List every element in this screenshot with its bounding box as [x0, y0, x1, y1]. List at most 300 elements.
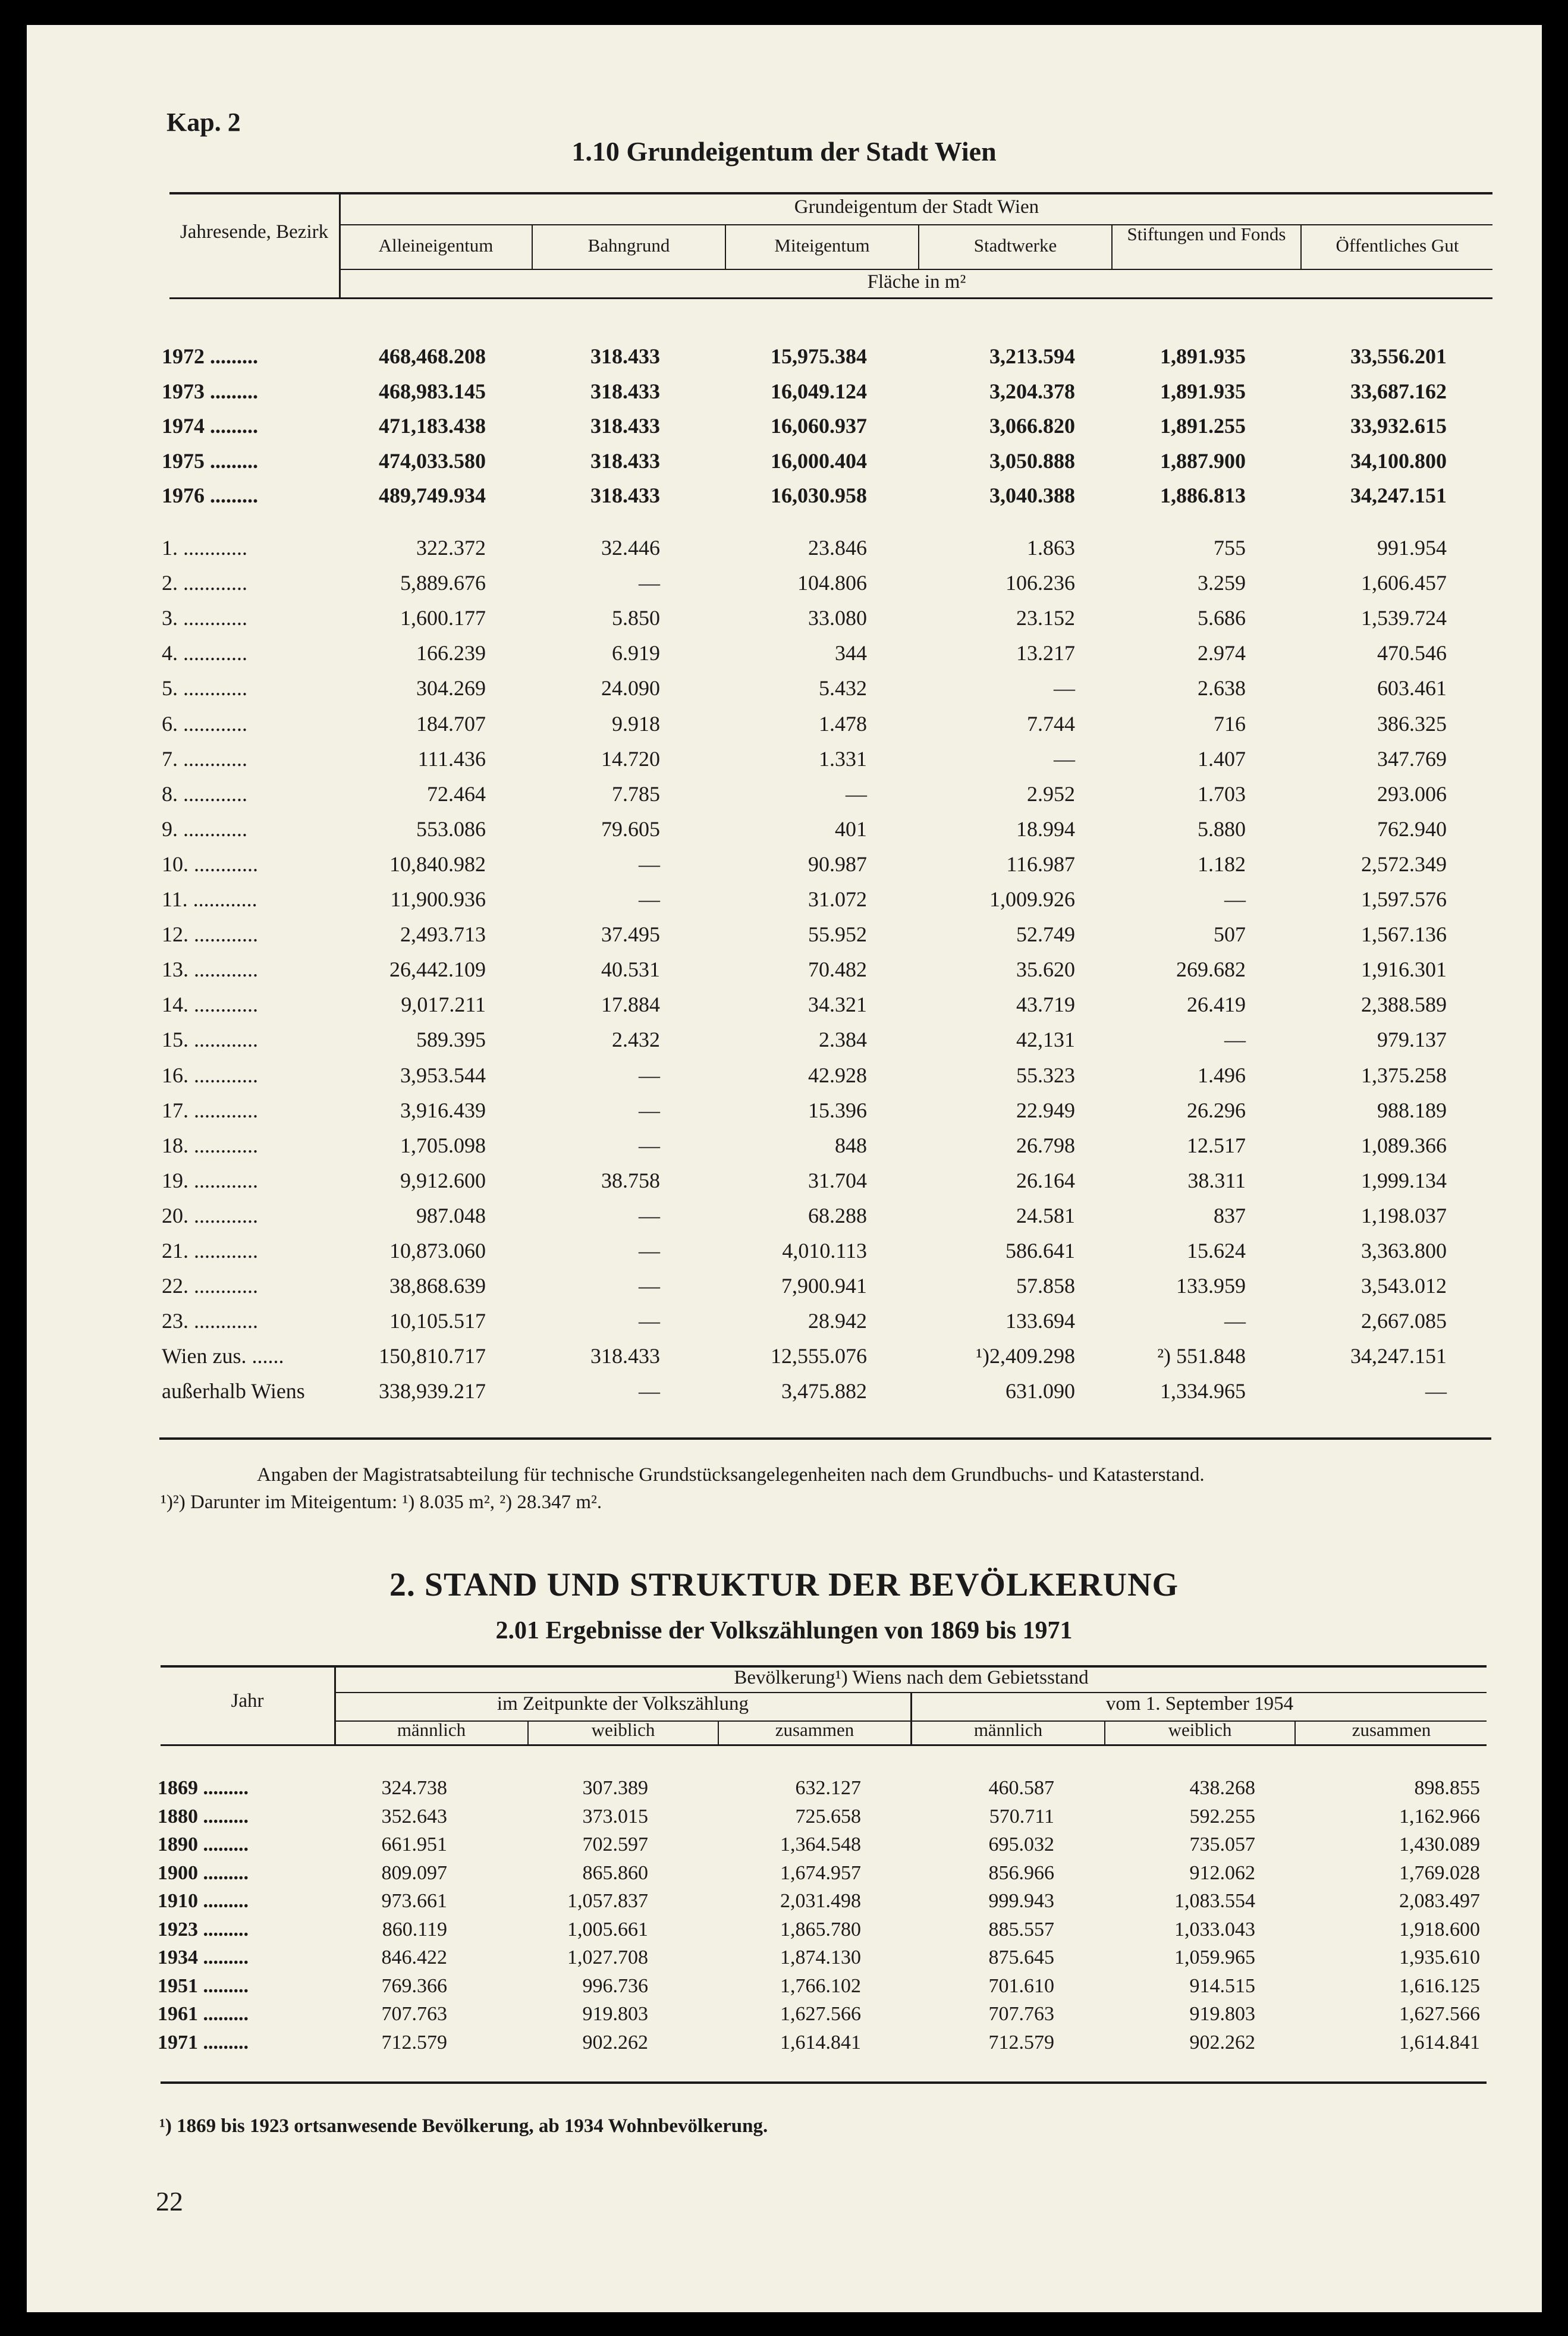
table2-row [0, 1919, 1568, 1948]
table1-column-divider [918, 224, 919, 270]
table1-cell: 338,939.217 [379, 1379, 486, 1404]
table2-cell: 438.268 [1189, 1777, 1255, 1799]
table1-header-bottom-rule [169, 297, 1492, 299]
table1-row-label: 15. ............ [162, 1028, 258, 1052]
table2-cell: 1,918.600 [1399, 1918, 1480, 1941]
table1-cell: 26.164 [1016, 1168, 1075, 1192]
table2-cell: 856.966 [988, 1861, 1054, 1884]
table1-cell: 13.217 [1016, 641, 1075, 665]
table1-row [0, 887, 1568, 916]
table1-row [0, 1133, 1568, 1163]
table1-cell: 318.433 [590, 414, 660, 438]
table2-row [0, 2003, 1568, 2033]
table1-cell: 15.624 [1187, 1239, 1246, 1263]
table2-row-label: 1923 ......... [158, 1918, 249, 1941]
table1-bottom-rule [159, 1437, 1491, 1440]
table1-cell: 979.137 [1377, 1028, 1447, 1052]
table1-cell: — [1054, 746, 1075, 771]
table1-cell: 716 [1214, 711, 1246, 736]
table1-row-label: 17. ............ [162, 1098, 258, 1122]
table1-row [0, 1379, 1568, 1408]
table1-row [0, 1343, 1568, 1373]
table1-cell: 5.432 [819, 676, 867, 701]
table1-row-label: 8. ............ [162, 781, 247, 806]
table1-cell: 12,555.076 [771, 1344, 867, 1368]
table1-cell: 848 [835, 1133, 867, 1157]
table2-cell: 2,083.497 [1399, 1890, 1480, 1912]
table2-cell: 1,059.965 [1174, 1946, 1255, 1968]
table2-column-divider [1294, 1720, 1296, 1745]
table2-row [0, 2032, 1568, 2061]
table2-cell: 1,057.837 [567, 1890, 648, 1912]
table1-row [0, 448, 1568, 478]
table1-cell: 2.974 [1198, 641, 1246, 665]
table1-cell: 489,749.934 [379, 483, 486, 507]
table2-subgroup1: im Zeitpunkte der Volkszählung [497, 1693, 749, 1715]
table2-column-header: zusammen [775, 1719, 854, 1740]
table1-cell: ¹)2,409.298 [976, 1344, 1075, 1368]
table1-cell: 104.806 [797, 571, 867, 595]
table1-column-header: Alleineigentum [378, 235, 494, 256]
table1-row [0, 1168, 1568, 1198]
table1-cell: — [846, 781, 867, 806]
table1-cell: — [639, 1203, 660, 1227]
table2-row-label: 1910 ......... [158, 1890, 249, 1912]
table1-cell: — [639, 1098, 660, 1122]
table1-cell: 1,198.037 [1361, 1203, 1447, 1227]
table1-row-label: 9. ............ [162, 817, 247, 841]
table2-cell: 1,614.841 [780, 2031, 861, 2054]
table1-cell: — [639, 1133, 660, 1157]
table2-cell: 307.389 [582, 1777, 648, 1799]
table1-title: 1.10 Grundeigentum der Stadt Wien [571, 136, 997, 167]
table1-cell: — [639, 887, 660, 911]
table1-cell: 1,539.724 [1361, 606, 1447, 630]
table1-row [0, 676, 1568, 705]
table2-footnote: ¹) 1869 bis 1923 ortsanwesende Bevölkerung, ab 1934 Wohnbevölkerung. [159, 2115, 768, 2137]
table1-cell: 68.288 [808, 1203, 867, 1227]
table1-cell: 631.090 [1005, 1379, 1075, 1404]
table1-row [0, 1098, 1568, 1128]
table2-cell: 973.661 [381, 1890, 447, 1912]
table1-cell: 3,066.820 [989, 414, 1075, 438]
table1-row-label: Wien zus. ...... [162, 1344, 284, 1368]
table1-row [0, 413, 1568, 443]
table1-column-header: Miteigentum [774, 235, 870, 256]
table2-column-header: männlich [973, 1719, 1043, 1740]
table2-cell: 1,766.102 [780, 1974, 861, 1997]
table2-row-label: 1934 ......... [158, 1946, 249, 1968]
table1-cell: 507 [1214, 922, 1246, 947]
table1-cell: 33,556.201 [1350, 344, 1447, 368]
table2-cell: 875.645 [988, 1946, 1054, 1968]
table2-cell: 373.015 [582, 1805, 648, 1828]
table1-cell: 386.325 [1377, 711, 1447, 736]
table2-row-header: Jahr [231, 1690, 264, 1712]
table1-cell: 269.682 [1176, 957, 1246, 982]
table1-row-label: 16. ............ [162, 1063, 258, 1087]
table1-cell: 133.959 [1176, 1274, 1246, 1298]
table1-column-divider [1300, 224, 1302, 270]
table1-cell: 1.496 [1198, 1063, 1246, 1087]
table1-row-label: 6. ............ [162, 711, 247, 736]
table1-row-label: 12. ............ [162, 922, 258, 947]
table2-cell: 702.597 [582, 1833, 648, 1855]
table2-cell: 999.943 [988, 1890, 1054, 1912]
table1-column-divider [1111, 224, 1113, 270]
table1-cell: 16,030.958 [771, 483, 867, 507]
table1-cell: 15,975.384 [771, 344, 867, 368]
table1-cell: 1.478 [819, 711, 867, 736]
table1-cell: 318.433 [590, 1344, 660, 1368]
table2-cell: 707.763 [381, 2003, 447, 2025]
table1-cell: 3.259 [1198, 571, 1246, 595]
table1-row [0, 1027, 1568, 1057]
table1-cell: — [639, 1309, 660, 1333]
table1-col-rule [341, 269, 1492, 270]
table1-row [0, 605, 1568, 635]
table1-row [0, 957, 1568, 987]
table1-cell: 1.331 [819, 746, 867, 771]
table1-cell: 5.850 [612, 606, 660, 630]
table2-cell: 809.097 [381, 1861, 447, 1884]
table2-cell: 1,364.548 [780, 1833, 861, 1855]
table2-row [0, 1777, 1568, 1807]
table1-row-label: 20. ............ [162, 1203, 258, 1227]
table1-cell: 1,891.935 [1160, 379, 1246, 403]
table1-cell: 6.919 [612, 641, 660, 665]
table2-cell: 1,627.566 [780, 2003, 861, 2025]
table1-cell: 18.994 [1016, 817, 1075, 841]
table1-cell: 304.269 [416, 676, 486, 701]
table2-cell: 592.255 [1189, 1805, 1255, 1828]
table1-cell: 2,493.713 [400, 922, 486, 947]
table1-cell: ²) 551.848 [1157, 1344, 1246, 1368]
table1-cell: 987.048 [416, 1203, 486, 1227]
table1-cell: 24.090 [601, 676, 660, 701]
table2-cell: 712.579 [381, 2031, 447, 2054]
table1-row [0, 1308, 1568, 1338]
table1-cell: 1,891.255 [1160, 414, 1246, 438]
table1-cell: 42,131 [1016, 1028, 1075, 1052]
table1-row [0, 1238, 1568, 1268]
table1-cell: 474,033.580 [379, 448, 486, 473]
table1-row-label: 13. ............ [162, 957, 258, 982]
table1-cell: 2.384 [819, 1028, 867, 1052]
table1-row [0, 922, 1568, 952]
table2-cell: 701.610 [988, 1974, 1054, 1997]
table1-cell: 3,363.800 [1361, 1239, 1447, 1263]
table1-cell: 1,891.935 [1160, 344, 1246, 368]
table1-cell: — [1224, 1028, 1246, 1052]
table2-cell: 846.422 [381, 1946, 447, 1968]
table1-row-header: Jahresende, Bezirk [180, 221, 329, 243]
table1-cell: 2,667.085 [1361, 1309, 1447, 1333]
table1-cell: 318.433 [590, 483, 660, 507]
table1-cell: — [639, 1274, 660, 1298]
table1-cell: 762.940 [1377, 817, 1447, 841]
table2-cell: 919.803 [1189, 2003, 1255, 2025]
table1-cell: 7.785 [612, 781, 660, 806]
table1-cell: 1,705.098 [400, 1133, 486, 1157]
table1-cell: 9.918 [612, 711, 660, 736]
table1-cell: 1.407 [1198, 746, 1246, 771]
table1-cell: 23.152 [1016, 606, 1075, 630]
table1-cell: 471,183.438 [379, 414, 486, 438]
table2-row [0, 1890, 1568, 1920]
table2-row-label: 1900 ......... [158, 1861, 249, 1884]
table1-cell: 72.464 [427, 781, 486, 806]
table1-row-label: 7. ............ [162, 746, 247, 771]
table1-column-header: Öffentliches Gut [1336, 235, 1459, 256]
table1-cell: 22.949 [1016, 1098, 1075, 1122]
table1-cell: 17.884 [601, 993, 660, 1017]
table1-cell: 55.323 [1016, 1063, 1075, 1087]
table1-cell: 318.433 [590, 344, 660, 368]
table2-cell: 902.262 [582, 2031, 648, 2054]
table1-cell: 31.072 [808, 887, 867, 911]
table2-row-label: 1880 ......... [158, 1805, 249, 1828]
table1-row-label: 10. ............ [162, 852, 258, 876]
table1-row [0, 483, 1568, 513]
table1-cell: 10,873.060 [389, 1239, 486, 1263]
table2-cell: 919.803 [582, 2003, 648, 2025]
table2-subgroup-divider [910, 1693, 912, 1745]
table1-column-header: Stadtwerke [973, 235, 1057, 256]
table2-row-label: 1961 ......... [158, 2003, 249, 2025]
table1-row-label: 4. ............ [162, 641, 247, 665]
table1-cell: — [1224, 887, 1246, 911]
table1-cell: 1,597.576 [1361, 887, 1447, 911]
table1-cell: 40.531 [601, 957, 660, 982]
table1-row-label: 23. ............ [162, 1309, 258, 1333]
table1-cell: 28.942 [808, 1309, 867, 1333]
table2-cell: 725.658 [795, 1805, 861, 1828]
table1-cell: 12.517 [1187, 1133, 1246, 1157]
table1-cell: 35.620 [1016, 957, 1075, 982]
table2-row-label: 1971 ......... [158, 2031, 249, 2054]
table1-cell: 184.707 [416, 711, 486, 736]
table1-cell: — [1054, 676, 1075, 701]
table1-cell: 3,040.388 [989, 483, 1075, 507]
table1-column-divider [725, 224, 726, 270]
table1-cell: 57.858 [1016, 1274, 1075, 1298]
table2-cell: 898.855 [1414, 1777, 1480, 1799]
table1-cell: 3,543.012 [1361, 1274, 1447, 1298]
table1-row-label: außerhalb Wiens [162, 1379, 305, 1404]
table1-cell: 31.704 [808, 1168, 867, 1192]
table2-column-header: weiblich [591, 1719, 655, 1740]
table1-row [0, 1063, 1568, 1092]
table2-cell: 1,935.610 [1399, 1946, 1480, 1968]
table1-cell: 3,916.439 [400, 1098, 486, 1122]
table1-cell: 38,868.639 [389, 1274, 486, 1298]
table1-cell: — [639, 1379, 660, 1404]
table1-cell: 38.311 [1187, 1168, 1246, 1192]
table1-column-divider [532, 224, 533, 270]
table2-subgroup2: vom 1. September 1954 [1105, 1693, 1294, 1715]
table1-group-header: Grundeigentum der Stadt Wien [794, 196, 1039, 218]
table1-cell: 34,247.151 [1350, 1344, 1447, 1368]
page-number: 22 [156, 2186, 183, 2216]
table2-cell: 860.119 [382, 1918, 447, 1941]
table1-cell: 37.495 [601, 922, 660, 947]
table1-cell: 24.581 [1016, 1203, 1075, 1227]
table1-cell: 2.952 [1027, 781, 1075, 806]
table1-cell: — [1224, 1309, 1246, 1333]
table2-row-label: 1951 ......... [158, 1974, 249, 1997]
table1-group-rule [341, 224, 1492, 225]
table2-row-label: 1869 ......... [158, 1777, 249, 1799]
table1-row [0, 746, 1568, 776]
table2-group-header: Bevölkerung¹) Wiens nach dem Gebietsstand [734, 1667, 1089, 1688]
table2-column-header: männlich [397, 1719, 466, 1740]
table1-row-label: 1974 ......... [162, 414, 258, 438]
table2-cell: 632.127 [795, 1777, 861, 1799]
table1-cell: 34.321 [808, 993, 867, 1017]
table1-source-note: Angaben der Magistratsabteilung für technische Grundstücksangelegenheiten nach dem Grundbuchs- und Katasterstand. [257, 1464, 1205, 1486]
table1-cell: 589.395 [416, 1028, 486, 1052]
table1-cell: 1,999.134 [1361, 1168, 1447, 1192]
table2-row [0, 1862, 1568, 1892]
table1-cell: 33,932.615 [1350, 414, 1447, 438]
table1-cell: 9,017.211 [401, 993, 486, 1017]
table1-unit: Fläche in m² [867, 271, 966, 293]
table1-cell: 991.954 [1377, 536, 1447, 560]
table1-cell: 26,442.109 [389, 957, 486, 982]
table1-cell: 111.436 [417, 746, 486, 771]
table2-cell: 912.062 [1189, 1861, 1255, 1884]
table2-cell: 1,033.043 [1174, 1918, 1255, 1941]
table2-cell: 1,874.130 [780, 1946, 861, 1968]
table1-cell: 7.744 [1027, 711, 1075, 736]
table2-cell: 996.736 [582, 1974, 648, 1997]
table1-cell: 1.182 [1198, 852, 1246, 876]
table1-cell: 90.987 [808, 852, 867, 876]
table1-cell: 468,468.208 [379, 344, 486, 368]
table1-cell: 3,475.882 [781, 1379, 867, 1404]
table2-header-bottom-rule [161, 1744, 1487, 1746]
table1-cell: 16,049.124 [771, 379, 867, 403]
table1-cell: 70.482 [808, 957, 867, 982]
table1-row-label: 1. ............ [162, 536, 247, 560]
table2-column-divider [1104, 1720, 1105, 1745]
table1-cell: — [639, 852, 660, 876]
table2-row-label: 1890 ......... [158, 1833, 249, 1855]
table1-cell: 42.928 [808, 1063, 867, 1087]
table2-cell: 1,865.780 [780, 1918, 861, 1941]
table1-cell: 988.189 [1377, 1098, 1447, 1122]
table1-cell: 553.086 [416, 817, 486, 841]
table1-cell: 15.396 [808, 1098, 867, 1122]
table1-cell: 43.719 [1016, 993, 1075, 1017]
table1-cell: 1,009.926 [989, 887, 1075, 911]
table2-cell: 707.763 [988, 2003, 1054, 2025]
table2-column-divider [718, 1720, 719, 1745]
table1-cell: 26.296 [1187, 1098, 1246, 1122]
table2-cell: 865.860 [582, 1861, 648, 1884]
chapter-label: Kap. 2 [166, 108, 241, 137]
table2-cell: 352.643 [381, 1805, 447, 1828]
table2-cell: 902.262 [1189, 2031, 1255, 2054]
table1-row [0, 992, 1568, 1022]
table1-row-label: 1975 ......... [162, 448, 258, 473]
table2-cell: 914.515 [1189, 1974, 1255, 1997]
table1-row [0, 781, 1568, 811]
table1-cell: 603.461 [1377, 676, 1447, 701]
table1-cell: 586.641 [1005, 1239, 1075, 1263]
table2-cell: 769.366 [381, 1974, 447, 1997]
table1-cell: 837 [1214, 1203, 1246, 1227]
table1-top-rule [169, 192, 1492, 194]
table1-row-label: 1972 ......... [162, 344, 258, 368]
table1-cell: 318.433 [590, 448, 660, 473]
table1-row [0, 1203, 1568, 1233]
table1-row-label: 11. ............ [162, 887, 257, 911]
table2-column-header: weiblich [1168, 1719, 1232, 1740]
table1-cell: 468,983.145 [379, 379, 486, 403]
table1-cell: 470.546 [1377, 641, 1447, 665]
table1-row [0, 535, 1568, 565]
table1-cell: — [639, 1063, 660, 1087]
table1-row-label: 14. ............ [162, 993, 258, 1017]
table1-cell: — [639, 1239, 660, 1263]
table2-cell: 735.057 [1189, 1833, 1255, 1855]
table1-cell: 2,388.589 [1361, 993, 1447, 1017]
table1-column-header: Stiftungen und Fonds [1127, 224, 1286, 244]
table1-cell: 344 [835, 641, 867, 665]
table1-cell: 16,060.937 [771, 414, 867, 438]
table1-cell: 401 [835, 817, 867, 841]
table1-cell: 3,204.378 [989, 379, 1075, 403]
table1-cell: 2.432 [612, 1028, 660, 1052]
table1-cell: — [639, 571, 660, 595]
table1-cell: 38.758 [601, 1168, 660, 1192]
table1-cell: 5,889.676 [400, 571, 486, 595]
table1-cell: 26.798 [1016, 1133, 1075, 1157]
table1-cell: 55.952 [808, 922, 867, 947]
table1-cell: 1,089.366 [1361, 1133, 1447, 1157]
table1-cell: 318.433 [590, 379, 660, 403]
table1-cell: 23.846 [808, 536, 867, 560]
table2-row [0, 1975, 1568, 2005]
table2-cell: 324.738 [381, 1777, 447, 1799]
table1-row [0, 1273, 1568, 1303]
table1-cell: 16,000.404 [771, 448, 867, 473]
table2-cell: 695.032 [988, 1833, 1054, 1855]
table1-cell: 1.863 [1027, 536, 1075, 560]
table2-bottom-rule [161, 2081, 1487, 2084]
table1-cell: 166.239 [416, 641, 486, 665]
table1-cell: 1.703 [1198, 781, 1246, 806]
table1-row-label: 22. ............ [162, 1274, 258, 1298]
table1-cell: 11,900.936 [390, 887, 486, 911]
table1-cell: 347.769 [1377, 746, 1447, 771]
table2-title: 2.01 Ergebnisse der Volkszählungen von 1869 bis 1971 [495, 1617, 1073, 1644]
table1-cell: 755 [1214, 536, 1246, 560]
table1-row-label: 21. ............ [162, 1239, 258, 1263]
table2-cell: 1,430.089 [1399, 1833, 1480, 1855]
table2-cell: 1,614.841 [1399, 2031, 1480, 2054]
table1-cell: 322.372 [416, 536, 486, 560]
table1-row-label: 1976 ......... [162, 483, 258, 507]
table2-cell: 570.711 [989, 1805, 1054, 1828]
table1-cell: 33.080 [808, 606, 867, 630]
table1-cell: 5.880 [1198, 817, 1246, 841]
table2-cell: 1,162.966 [1399, 1805, 1480, 1828]
table2-cell: 1,674.957 [780, 1861, 861, 1884]
table2-cell: 885.557 [988, 1918, 1054, 1941]
